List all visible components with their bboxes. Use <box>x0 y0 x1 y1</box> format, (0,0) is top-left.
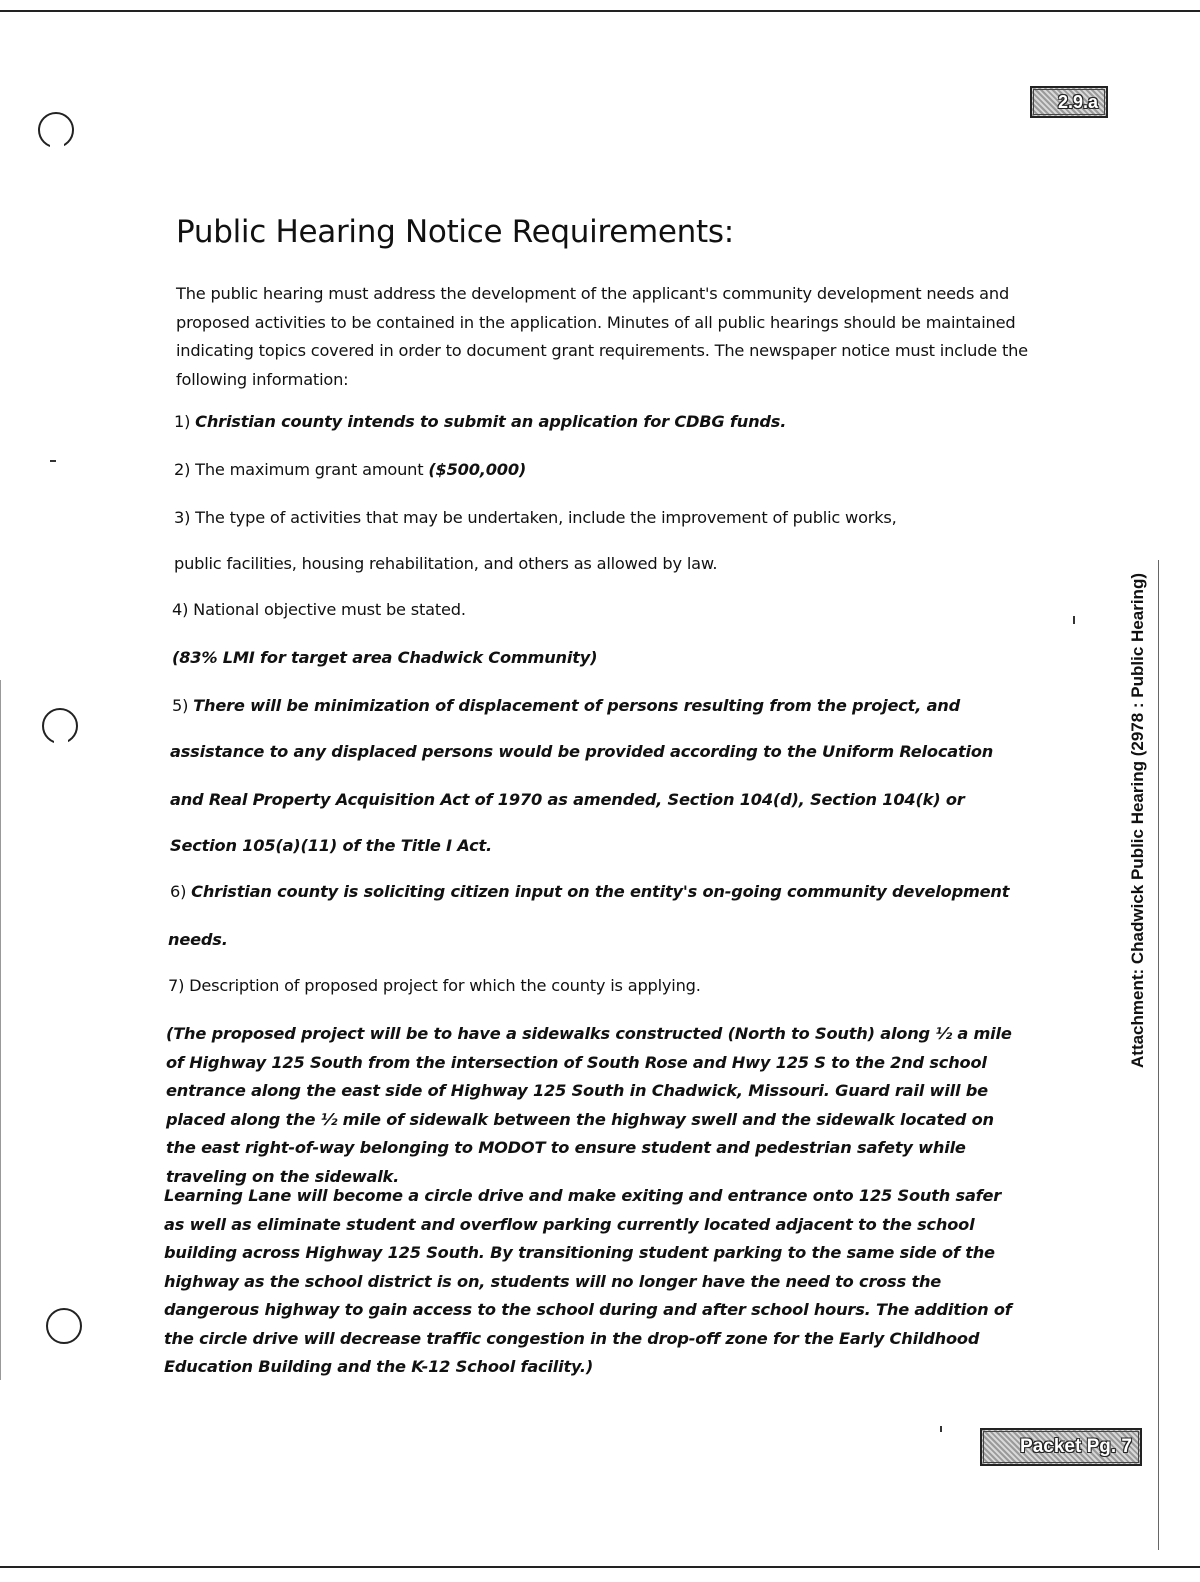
national-objective: (83% LMI for target area Chadwick Community) <box>172 648 598 667</box>
item-text: Christian county intends to submit an application for CDBG funds. <box>195 412 787 431</box>
scan-speck <box>1073 616 1075 624</box>
punch-hole-gap <box>54 736 68 746</box>
list-item-3-line-1: 3) The type of activities that may be undertaken, include the improvement of public works, <box>174 508 897 527</box>
project-description-paragraph-1: (The proposed project will be to have a sidewalks constructed (North to South) along ½ a mile of Highway 125 South from the intersection of South Rose and Hwy 125 S to the 2nd school entrance along the east side of Highway 125 South in Chadwick, Missouri. Guard rail will be placed along the ½ mile of sidewalk between the highway swell and the sidewalk located on the east right-of-way belonging to MODOT to ensure student and pedestrian safety while traveling on the sidewalk. <box>166 1024 1012 1186</box>
attachment-label: Attachment: Chadwick Public Hearing (2978 : Public Hearing) <box>1128 573 1147 1068</box>
top-scan-line <box>0 10 1200 12</box>
item-text: There will be minimization of displacement of persons resulting from the project, and <box>193 696 961 715</box>
page-title: Public Hearing Notice Requirements: <box>176 214 734 250</box>
punch-hole-gap <box>50 140 64 150</box>
list-item-4: 4) National objective must be stated. <box>172 600 466 619</box>
intro-paragraph: The public hearing must address the development of the applicant's community development needs and proposed activities to be contained in the application. Minutes of all public hearings should be maintained indicating topics covered in order to document grant requirements. The newspaper notice must include the following information: <box>176 284 1028 389</box>
packet-page-stamp <box>980 1428 1142 1466</box>
list-item-7: 7) Description of proposed project for which the county is applying. <box>168 976 701 995</box>
agenda-item-number: 2.9.a <box>1057 91 1098 112</box>
right-margin-line <box>1158 560 1159 1550</box>
item-text: Christian county is soliciting citizen input on the entity's on-going community development <box>191 882 1010 901</box>
item-number: 5) <box>172 696 194 715</box>
list-item-5-line-3: and Real Property Acquisition Act of 1970 as amended, Section 104(d), Section 104(k) or <box>170 790 965 809</box>
project-description-paragraph-2: Learning Lane will become a circle drive and make exiting and entrance onto 125 South safer as well as eliminate student and overflow parking currently located adjacent to the school building across Highway 125 South. By transitioning student parking to the same side of the highway as the school district is on, students will no longer have the need to cross the dangerous highway to gain access to the school during and after school hours. The addition of the circle drive will decrease traffic congestion in the drop-off zone for the Early Childhood Education Building and the K-12 School facility.) <box>164 1186 1012 1376</box>
left-margin-line <box>0 680 1 1380</box>
list-item-2 <box>174 460 526 479</box>
grant-amount: ($500,000) <box>428 460 527 479</box>
item-text: 2) The maximum grant amount <box>174 460 429 479</box>
scan-speck <box>940 1426 942 1432</box>
list-item-5-line-1 <box>172 696 960 715</box>
punch-hole-bottom <box>46 1308 82 1344</box>
agenda-item-stamp <box>1030 86 1108 118</box>
list-item-6-line-2: needs. <box>168 930 228 949</box>
bottom-scan-line <box>0 1566 1200 1568</box>
list-item-1 <box>174 412 786 431</box>
item-number: 1) <box>174 412 196 431</box>
packet-page-number: Packet Pg. 7 <box>1020 1436 1132 1457</box>
list-item-5-line-4: Section 105(a)(11) of the Title I Act. <box>170 836 493 855</box>
list-item-3-line-2: public facilities, housing rehabilitation, and others as allowed by law. <box>174 554 718 573</box>
item-number: 6) <box>170 882 192 901</box>
scan-speck <box>50 460 56 462</box>
list-item-5-line-2: assistance to any displaced persons would be provided according to the Uniform Relocation <box>170 742 994 761</box>
list-item-6-line-1 <box>170 882 1009 901</box>
